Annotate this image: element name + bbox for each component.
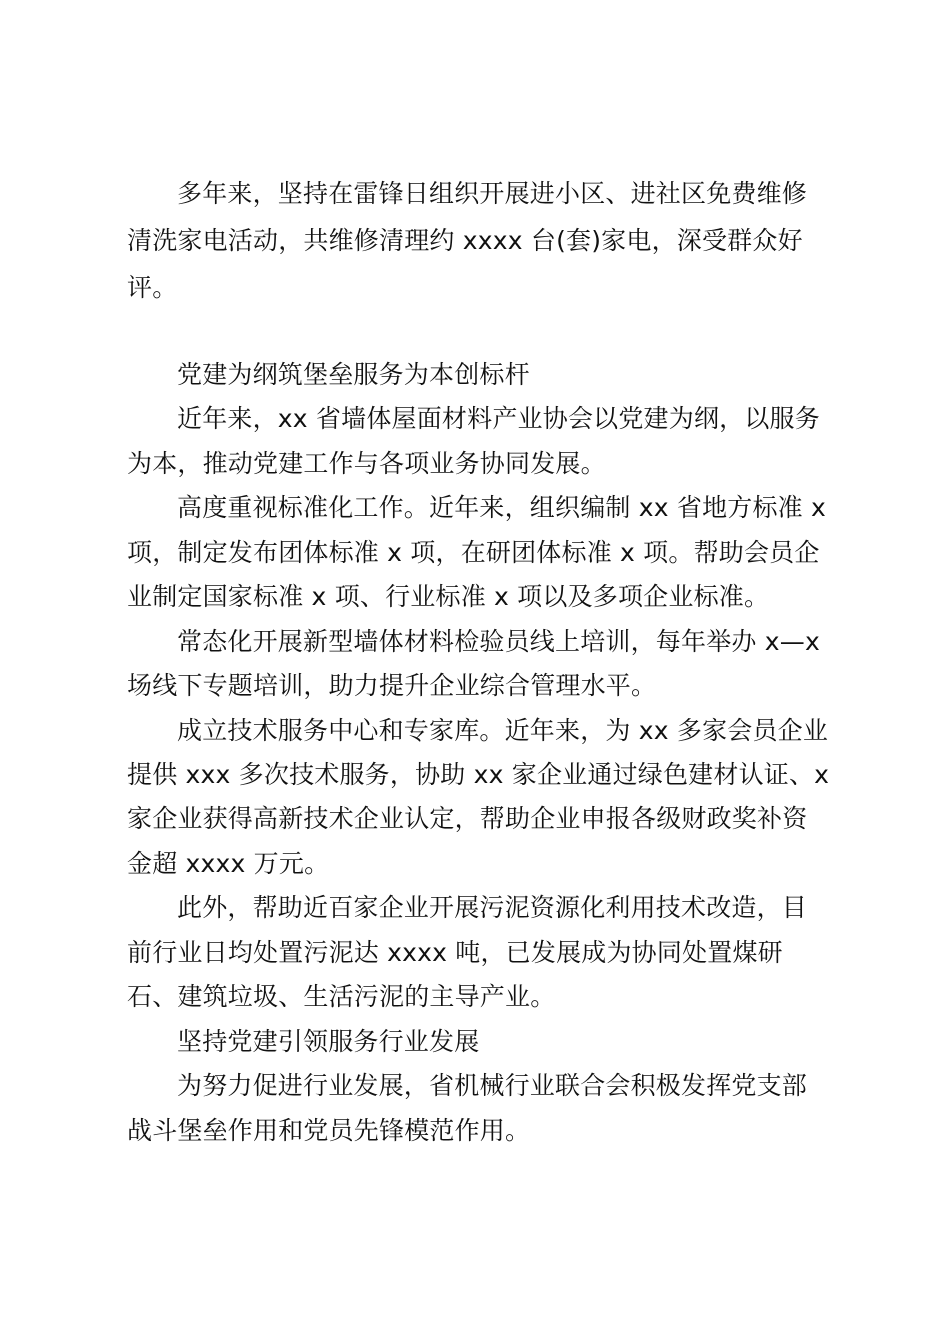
paragraph-line: 为努力促进行业发展，省机械行业联合会积极发挥党支部 bbox=[177, 1071, 808, 1100]
paragraph-line: 业制定国家标准 x 项、行业标准 x 项以及多项企业标准。 bbox=[127, 582, 770, 611]
paragraph-line: 此外，帮助近百家企业开展污泥资源化利用技术改造，目 bbox=[177, 893, 808, 922]
paragraph-line: 为本，推动党建工作与各项业务协同发展。 bbox=[127, 449, 606, 478]
paragraph-line: 评。 bbox=[127, 273, 178, 302]
paragraph-line: 多年来，坚持在雷锋日组织开展进小区、进社区免费维修 bbox=[177, 179, 808, 208]
paragraph-line: 近年来，xx 省墙体屋面材料产业协会以党建为纲，以服务 bbox=[177, 404, 820, 433]
paragraph-line: 高度重视标准化工作。近年来，组织编制 xx 省地方标准 x bbox=[177, 493, 827, 522]
paragraph-line: 家企业获得高新技术企业认定，帮助企业申报各级财政奖补资 bbox=[127, 804, 808, 833]
paragraph-line: 战斗堡垒作用和党员先锋模范作用。 bbox=[127, 1116, 531, 1145]
paragraph-line: 项，制定发布团体标准 x 项，在研团体标准 x 项。帮助会员企 bbox=[127, 538, 820, 567]
paragraph-line: 石、建筑垃圾、生活污泥的主导产业。 bbox=[127, 982, 556, 1011]
paragraph-line: 成立技术服务中心和专家库。近年来，为 xx 多家会员企业 bbox=[177, 716, 829, 745]
paragraph-line: 前行业日均处置污泥达 xxxx 吨，已发展成为协同处置煤研 bbox=[127, 938, 783, 967]
paragraph-line: 场线下专题培训，助力提升企业综合管理水平。 bbox=[127, 671, 657, 700]
paragraph-line: 提供 xxx 多次技术服务，协助 xx 家企业通过绿色建材认证、x bbox=[127, 760, 830, 789]
section-heading: 党建为纲筑堡垒服务为本创标杆 bbox=[177, 360, 530, 389]
paragraph-line: 常态化开展新型墙体材料检验员线上培训，每年举办 x—x bbox=[177, 627, 820, 656]
paragraph-line: 清洗家电活动，共维修清理约 xxxx 台(套)家电，深受群众好 bbox=[127, 226, 803, 255]
paragraph-line: 金超 xxxx 万元。 bbox=[127, 849, 330, 878]
section-heading: 坚持党建引领服务行业发展 bbox=[177, 1027, 480, 1056]
